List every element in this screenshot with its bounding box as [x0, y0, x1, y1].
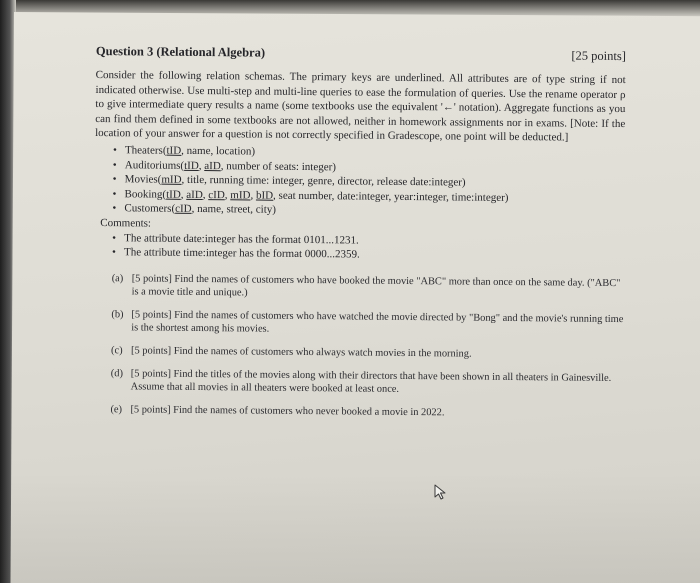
question-points: [25 points]: [571, 48, 626, 64]
schema-primary-key: mID: [230, 188, 251, 202]
part-label: (b): [111, 309, 124, 321]
schema-item-movies: • Movies(mID, title, running time: integer, genre, director, release date:integer): [113, 172, 625, 191]
schema-item-theaters: • Theaters(tID, name, location): [113, 144, 625, 163]
question-part-a: [112, 272, 624, 304]
part-label: (d): [110, 367, 124, 379]
schema-primary-key: aID: [186, 188, 203, 201]
schema-primary-key: cID: [175, 202, 192, 215]
schema-item-customers: • Customers(cID, name, street, city): [112, 201, 624, 220]
schema-primary-key: tID: [184, 159, 199, 172]
part-text: [5 points] Find the titles of the movies along with their directors that have been shown in all theaters in Gainesville. Assume that all movies in all theaters were booked at least once.: [130, 368, 612, 396]
comment-item: • The attribute time:integer has the format 0000...2359.: [112, 245, 624, 264]
question-parts: [110, 272, 623, 422]
part-text: [5 points] Find the names of customers who have booked the movie "ABC" more than once on the same day. ("ABC" is a movie title and unique.): [131, 273, 621, 299]
question-part-b: [111, 308, 623, 340]
schema-item-booking: • Booking(tID, aID, cID, mID, bID, seat number, date:integer, year:integer, time:integer): [112, 187, 624, 206]
part-text: [5 points] Find the names of customers who never booked a movie in 2022.: [130, 404, 445, 419]
schema-name: Customers: [124, 202, 172, 215]
part-label: (e): [110, 403, 123, 416]
schema-name: Booking: [124, 187, 163, 201]
schema-name: Auditoriums: [124, 159, 181, 172]
part-text: [5 points] Find the names of customers who always watch movies in the morning.: [131, 345, 472, 360]
comments-list: [112, 231, 624, 265]
part-text: [5 points] Find the names of customers who have watched the movie directed by "Bong" and the movie's running time is the shortest among his movies.: [131, 309, 624, 336]
schema-primary-key: cID: [208, 188, 225, 201]
comments-label: Comments:: [100, 217, 152, 231]
part-label: (c): [111, 345, 123, 357]
schema-primary-key: tID: [166, 188, 181, 201]
schema-primary-key: bID: [255, 189, 274, 202]
question-part-e: [110, 403, 622, 422]
comment-item: • The attribute date:integer has the format 0101...1231.: [112, 231, 624, 250]
part-label: (a): [111, 272, 124, 284]
schema-attributes: , name, street, city): [191, 202, 277, 216]
question-part-c: [111, 344, 623, 363]
schema-primary-key: mID: [161, 173, 182, 187]
question-title: Question 3 (Relational Algebra): [95, 44, 266, 60]
schema-primary-key: aID: [204, 159, 221, 173]
mouse-cursor-icon: [434, 484, 448, 500]
schema-attributes: , number of seats: integer): [220, 160, 337, 174]
schema-item-auditoriums: • Auditoriums(tID, aID, number of seats: integer): [113, 158, 625, 177]
schema-list: [112, 144, 625, 221]
schema-primary-key: tID: [166, 145, 182, 158]
schema-attributes: , title, running time: integer, genre, director, release date:integer): [181, 174, 466, 189]
question-document: [92, 44, 626, 431]
question-part-d: [111, 367, 623, 399]
schema-attributes: , name, location): [181, 145, 256, 158]
question-intro: Consider the following relation schemas. The primary keys are underlined. All attributes are of type string if not indicated otherwise. Use multi-step and multi-line queries to ease the formulation of queries. Use the rename operator ρ to give intermediate query results a name (some textbooks use the equivalent '←' notation). Aggregate functions as you can find them defined in some textbooks are not allowed, neither in homework assignments nor in exams. [Note: If the location of your answer for a question is not correctly specified in Gradescope, one point will be deducted.]: [95, 69, 626, 144]
schema-name: Theaters: [124, 144, 163, 158]
schema-attributes: , seat number, date:integer, year:integer, time:integer): [273, 189, 509, 204]
schema-name: Movies: [124, 173, 158, 186]
